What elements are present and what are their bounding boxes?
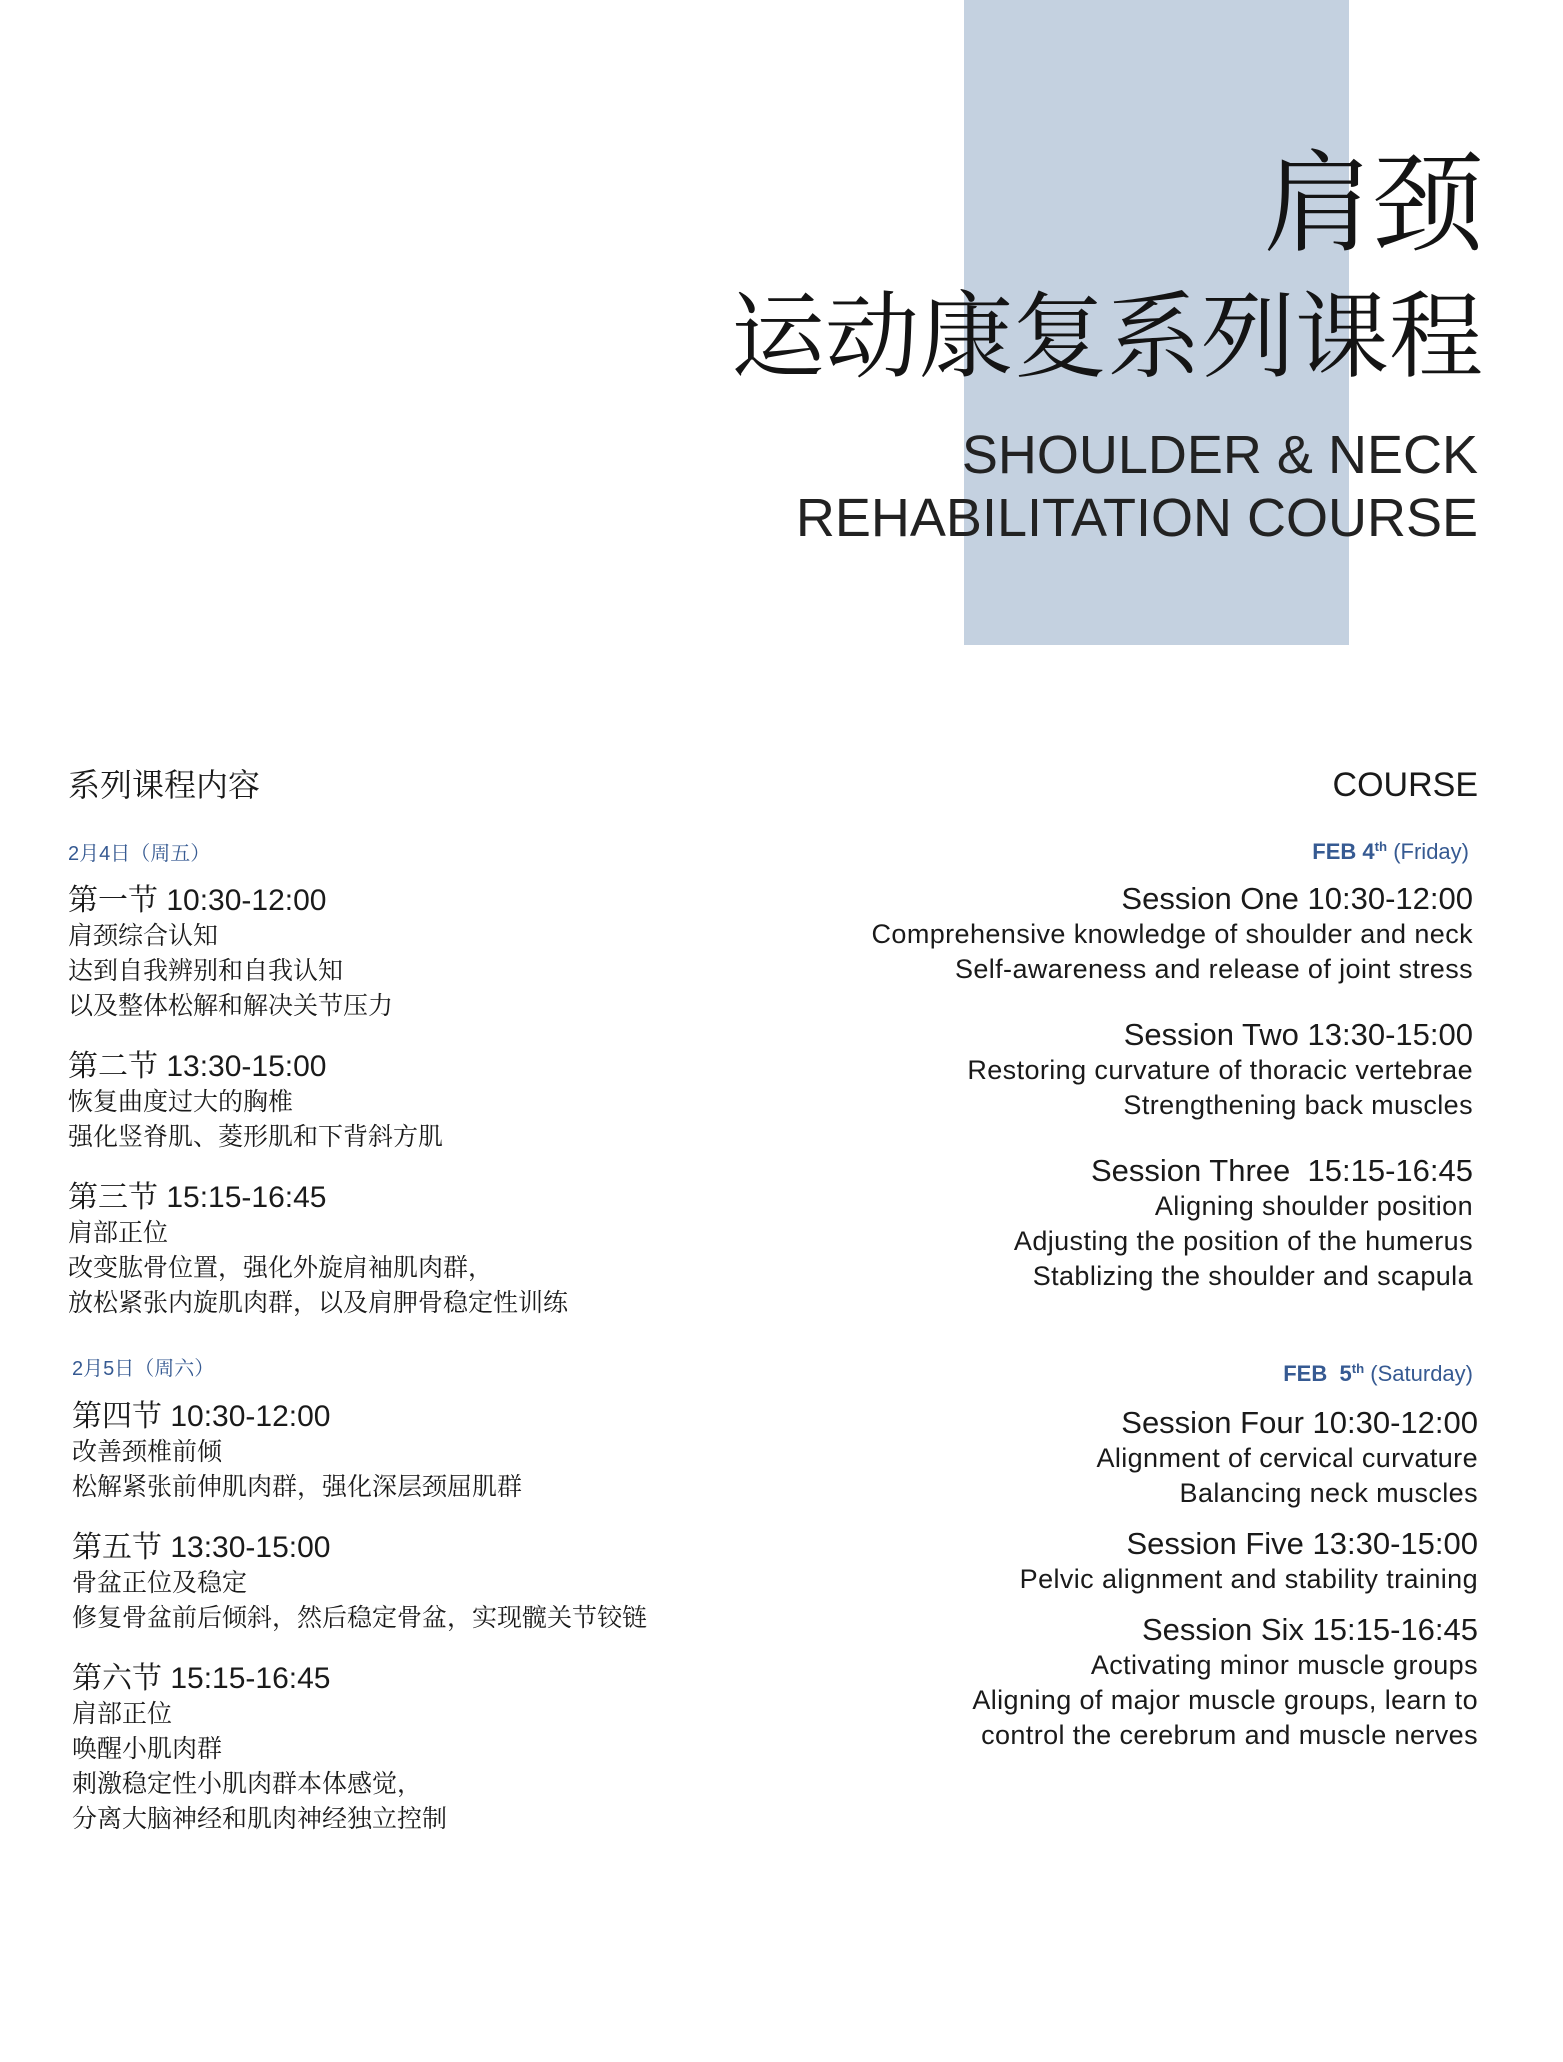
- chinese-day-1-sessions: [68, 883, 568, 1321]
- session-description-line: 改变肱骨位置，强化外旋肩袖肌肉群，: [68, 1254, 494, 1282]
- chinese-date-label-day-2: 2月5日（周六）: [72, 1358, 215, 1380]
- date-month-day: FEB 5: [1283, 1361, 1352, 1386]
- session-description-line: 肩颈综合认知: [68, 922, 219, 950]
- session-title: 第三节 15:15-16:45: [68, 1181, 327, 1214]
- english-section-heading: COURSE: [1332, 766, 1478, 804]
- session-block: [972, 1526, 1478, 1597]
- english-day-2-sessions: [972, 1405, 1478, 1753]
- session-description-line: Aligning of major muscle groups, learn to: [972, 1685, 1478, 1715]
- title-chinese-line-2: 运动康复系列课程: [730, 284, 1483, 389]
- session-description-line: Self-awareness and release of joint stress: [954, 954, 1473, 984]
- session-block: [972, 1612, 1478, 1753]
- session-title: Session Five 13:30-15:00: [1126, 1526, 1478, 1561]
- session-title: Session Four 10:30-12:00: [1121, 1405, 1478, 1440]
- session-description-line: 分离大脑神经和肌肉神经独立控制: [72, 1805, 448, 1833]
- session-title: Session Six 15:15-16:45: [1141, 1612, 1478, 1647]
- date-weekday: (Saturday): [1370, 1361, 1473, 1386]
- chinese-date-label-day-1: 2月4日（周五）: [68, 843, 211, 865]
- session-description-line: 放松紧张内旋肌肉群，以及肩胛骨稳定性训练: [68, 1289, 569, 1317]
- session-description-line: Pelvic alignment and stability training: [1019, 1564, 1478, 1594]
- session-title: Session Two 13:30-15:00: [1123, 1017, 1473, 1052]
- session-description-line: 恢复曲度过大的胸椎: [68, 1088, 294, 1116]
- session-description-line: 修复骨盆前后倾斜，然后稳定骨盆，实现髋关节铰链: [72, 1604, 648, 1632]
- session-description-line: Adjusting the position of the humerus: [1013, 1226, 1473, 1256]
- date-ordinal-suffix: th: [1374, 839, 1388, 855]
- session-block: [72, 1530, 647, 1636]
- session-description-line: 松解紧张前伸肌肉群，强化深层颈屈肌群: [72, 1473, 523, 1501]
- session-title: Session One 10:30-12:00: [1121, 881, 1473, 916]
- date-month-day: FEB 4: [1312, 839, 1375, 864]
- session-description-line: Comprehensive knowledge of shoulder and neck: [871, 919, 1473, 949]
- session-description-line: 强化竖脊肌、菱形肌和下背斜方肌: [68, 1123, 444, 1151]
- english-day-1-sessions: [872, 881, 1473, 1294]
- session-title: 第二节 13:30-15:00: [68, 1050, 327, 1083]
- title-english-line-1: SHOULDER & NECK: [961, 425, 1478, 485]
- session-block: [72, 1661, 647, 1837]
- chinese-section-heading: 系列课程内容: [68, 767, 261, 803]
- english-date-label-day-1: [1312, 839, 1469, 865]
- session-block: [972, 1405, 1478, 1511]
- session-description-line: 肩部正位: [72, 1700, 173, 1728]
- english-date-label-day-2: [1283, 1361, 1473, 1387]
- date-weekday: (Friday): [1393, 839, 1469, 864]
- session-description-line: 唤醒小肌肉群: [72, 1735, 223, 1763]
- session-description-line: Stablizing the shoulder and scapula: [1032, 1261, 1473, 1291]
- session-block: [68, 1049, 568, 1155]
- session-description-line: Activating minor muscle groups: [1090, 1650, 1478, 1680]
- session-block: [68, 1180, 568, 1321]
- session-description-line: control the cerebrum and muscle nerves: [981, 1720, 1478, 1750]
- session-block: [872, 1153, 1473, 1294]
- session-title: 第四节 10:30-12:00: [72, 1400, 331, 1433]
- session-description-line: Alignment of cervical curvature: [1096, 1443, 1478, 1473]
- session-description-line: 达到自我辨别和自我认知: [68, 957, 344, 985]
- title-chinese-line-1: 肩颈: [1263, 143, 1483, 266]
- session-block: [872, 881, 1473, 987]
- title-english-line-2: REHABILITATION COURSE: [795, 488, 1478, 548]
- session-description-line: 以及整体松解和解决关节压力: [68, 992, 394, 1020]
- session-title: 第五节 13:30-15:00: [72, 1531, 331, 1564]
- session-description-line: 改善颈椎前倾: [72, 1438, 223, 1466]
- session-block: [68, 883, 568, 1024]
- session-title: 第六节 15:15-16:45: [72, 1662, 331, 1695]
- date-ordinal-suffix: th: [1351, 1361, 1365, 1377]
- session-description-line: 骨盆正位及稳定: [72, 1569, 248, 1597]
- chinese-day-2-sessions: [72, 1399, 647, 1837]
- session-description-line: 刺激稳定性小肌肉群本体感觉，: [72, 1770, 423, 1798]
- session-description-line: 肩部正位: [68, 1219, 169, 1247]
- session-title: Session Three 15:15-16:45: [1090, 1153, 1473, 1188]
- session-description-line: Restoring curvature of thoracic vertebrae: [967, 1055, 1473, 1085]
- session-title: 第一节 10:30-12:00: [68, 884, 327, 917]
- session-description-line: Strengthening back muscles: [1123, 1090, 1473, 1120]
- session-description-line: Aligning shoulder position: [1154, 1191, 1473, 1221]
- session-description-line: Balancing neck muscles: [1179, 1478, 1478, 1508]
- session-block: [872, 1017, 1473, 1123]
- session-block: [72, 1399, 647, 1505]
